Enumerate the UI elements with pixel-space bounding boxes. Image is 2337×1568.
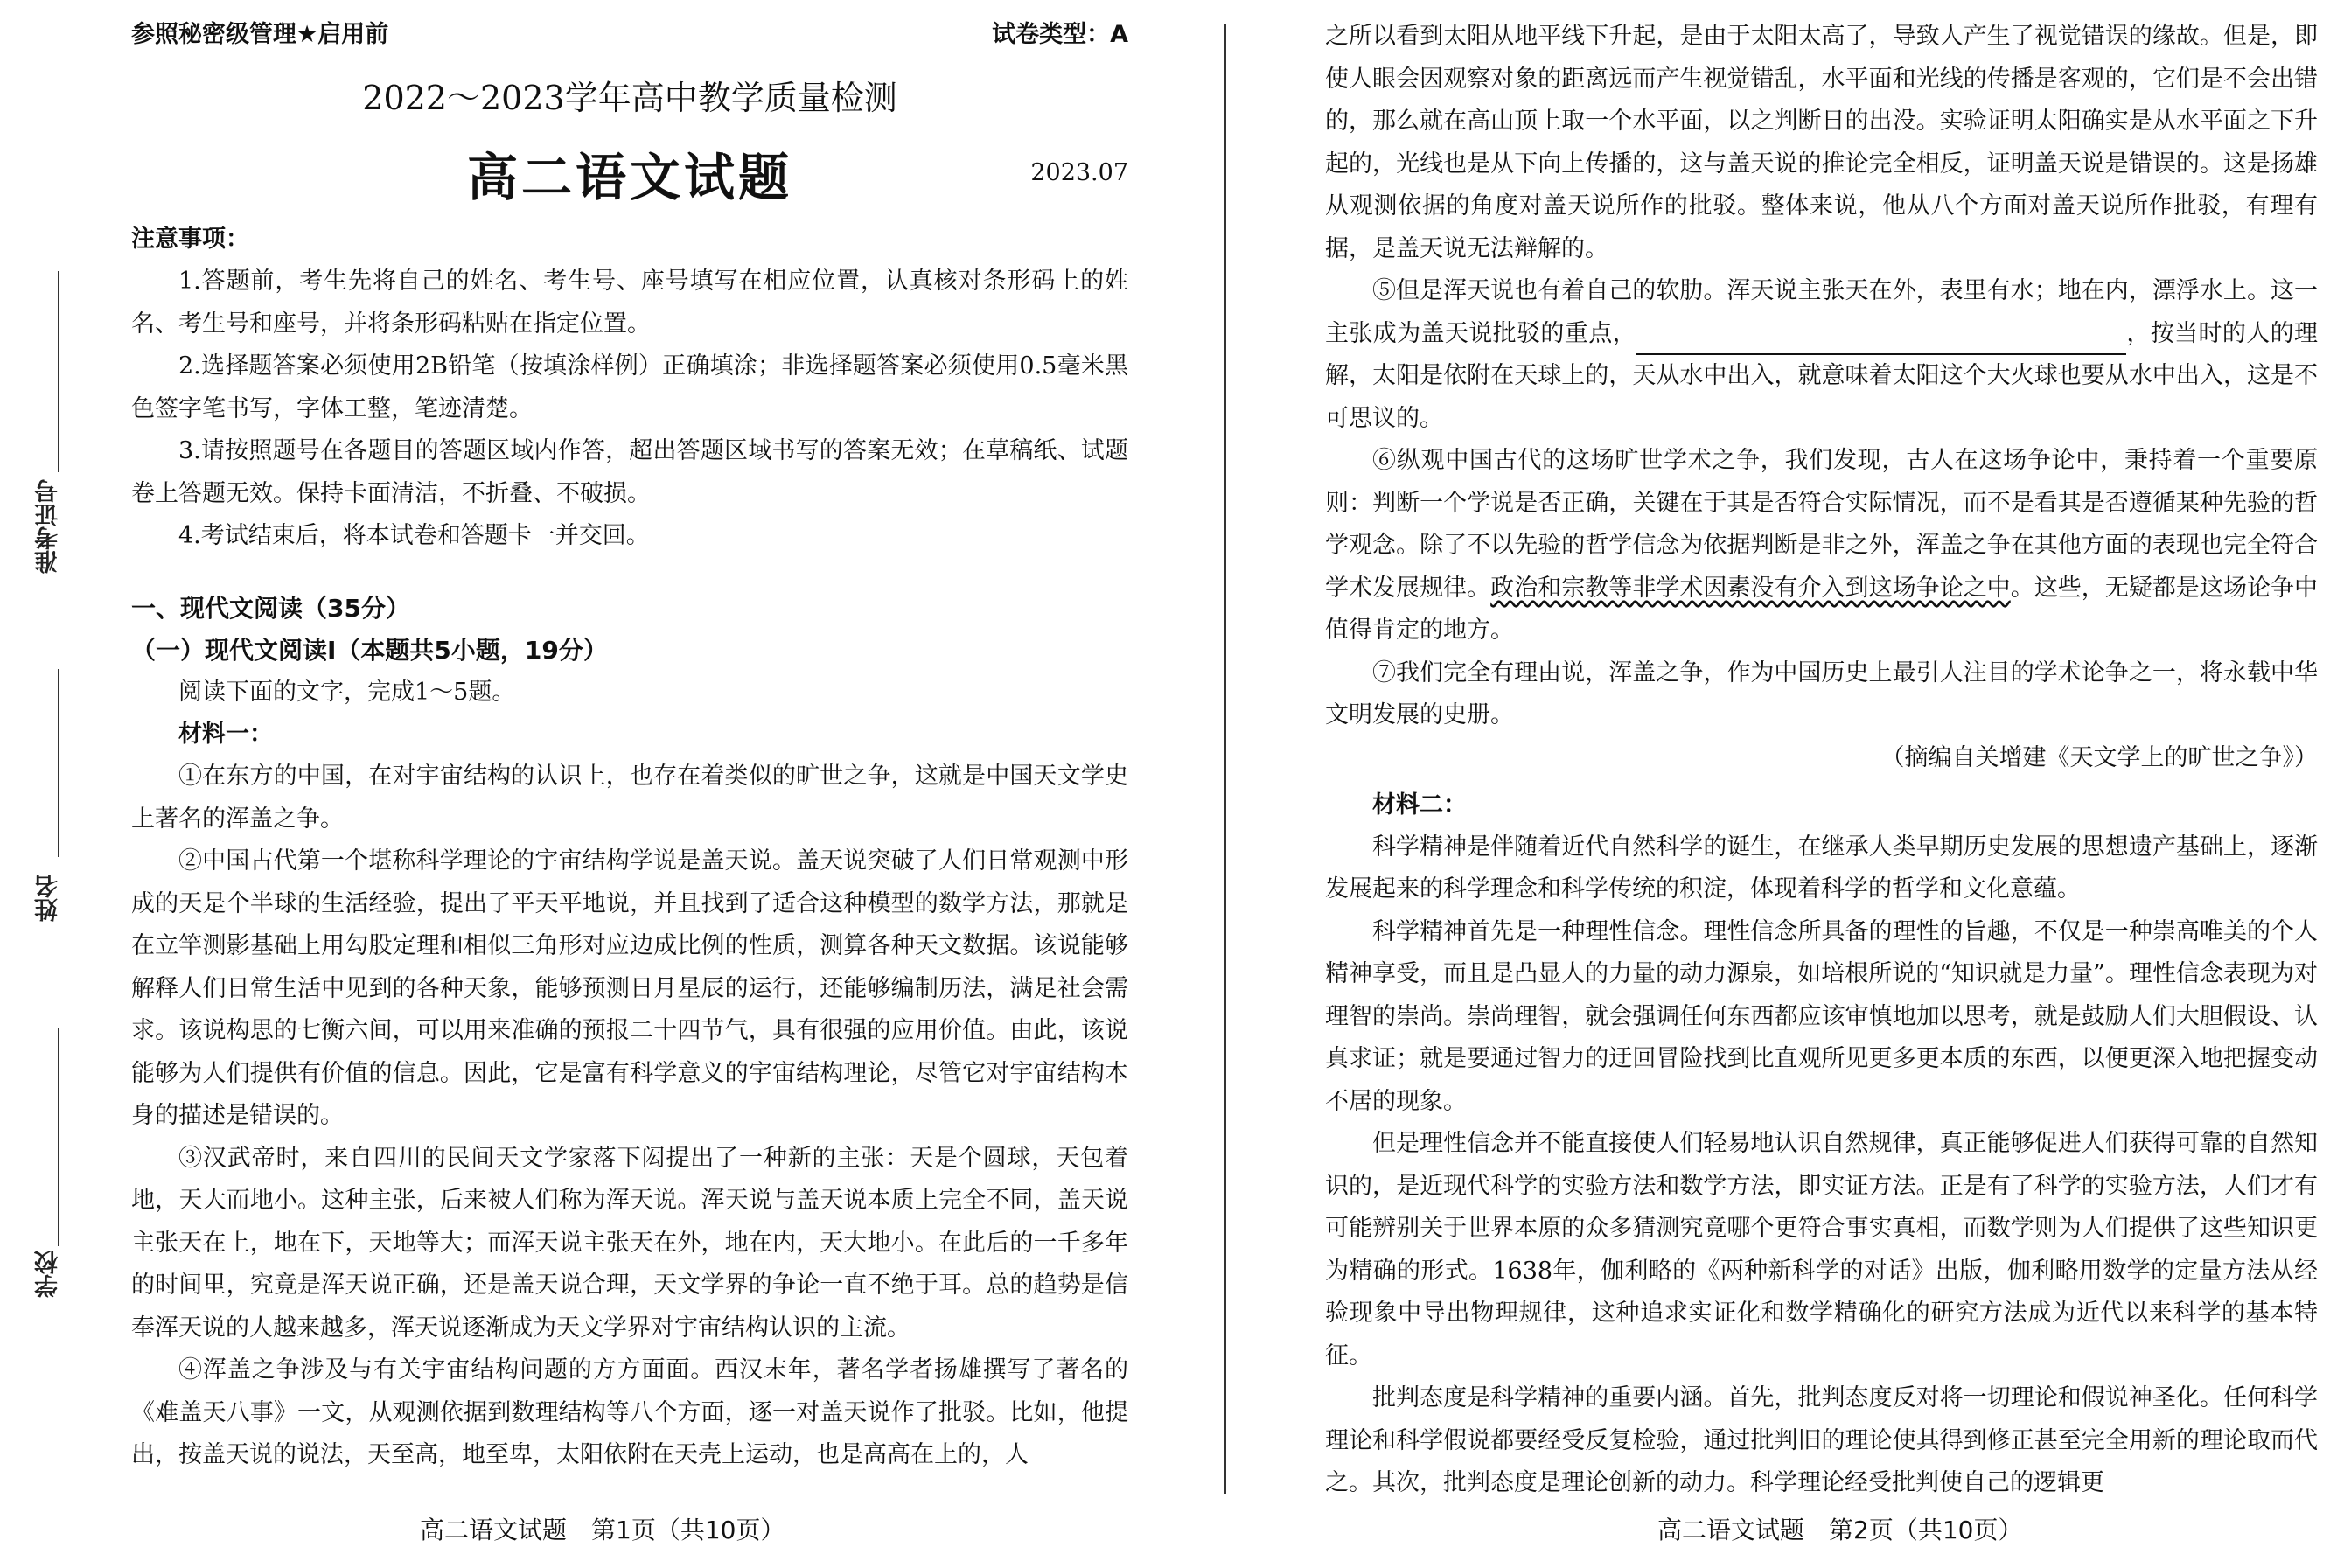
page-title: 高二语文试题 xyxy=(466,148,792,207)
paragraph-5-start: ⑤但是浑天说也有着自己的软肋。浑天说主张天在外，表里有水；地在内，漂浮水上。这一主张成为盖天说批驳的重点， xyxy=(1325,277,2318,347)
paragraph: ③汉武帝时，来自四川的民间天文学家落下闳提出了一种新的主张：天是个圆球，天包着地，天大而地小。这种主张，后来被人们称为浑天说。浑天说与盖天说本质上完全不同，盖天说主张天在上，地在下，天地等大；而浑天说主张天在外，地在内，天大地小。在此后的一千多年的时间里，究竟是浑天说正确，还是盖天说合理，天文学界的争论一直不绝于耳。总的趋势是信奉浑天说的人越来越多，浑天说逐渐成为天文学界对宇宙结构认识的主流。 xyxy=(131,1144,1128,1342)
page-2 xyxy=(1325,16,2318,1505)
material-2-label: 材料二： xyxy=(1372,791,1467,819)
note-item: 1.答题前，考生先将自己的姓名、考生号、座号填写在相应位置，认真核对条形码上的姓名、考生号和座号，并将条形码粘贴在指定位置。 xyxy=(131,268,1128,338)
page-divider xyxy=(1224,24,1226,1494)
paragraph: 批判态度是科学精神的重要内涵。首先，批判态度反对将一切理论和假说神圣化。任何科学理论和科学假说都要经受反复检验，通过批判旧的理论使其得到修正甚至完全用新的理论取而代之。其次，批判态度是理论创新的动力。科学理论经受批判使自己的逻辑更 xyxy=(1325,1384,2318,1496)
note-item: 3.请按照题号在各题目的答题区域内作答，超出答题区域书写的答案无效；在草稿纸、试题卷上答题无效。保持卡面清洁，不折叠、不破损。 xyxy=(131,437,1128,507)
material-1-label: 材料一： xyxy=(178,721,273,748)
paragraph: 科学精神是伴随着近代自然科学的诞生，在继承人类早期历史发展的思想遗产基础上，逐渐发展起来的科学理念和科学传统的积淀，体现着科学的哲学和文化意蕴。 xyxy=(1325,833,2318,902)
note-item: 4.考试结束后，将本试卷和答题卡一并交回。 xyxy=(178,522,650,549)
exam-date: 2023.07 xyxy=(1030,159,1128,186)
paragraph: ④浑盖之争涉及与有关宇宙结构问题的方方面面。西汉末年，著名学者扬雄撰写了著名的《难盖天八事》一文，从观测依据到数理结构等八个方面，逐一对盖天说作了批驳。比如，他提出，按盖天说的说法，天至高，地至卑，太阳依附在天壳上运动，也是高高在上的，人 xyxy=(131,1356,1128,1468)
paragraph-continued: 之所以看到太阳从地平线下升起，是由于太阳太高了，导致人产生了视觉错误的缘故。但是，即使人眼会因观察对象的距离远而产生视觉错乱，水平面和光线的传播是客观的，它们是不会出错的，那么就在高山顶上取一个水平面，以之判断日的出没。实验证明太阳确实是从水平面之下升起的，光线也是从下向上传播的，这与盖天说的推论完全相反，证明盖天说是错误的。这是扬雄从观测依据的角度对盖天说所作的批驳。整体来说，他从八个方面对盖天说所作批驳，有理有据，是盖天说无法辩解的。 xyxy=(1325,23,2318,262)
note-item: 2.选择题答案必须使用2B铅笔（按填涂样例）正确填涂；非选择题答案必须使用0.5毫米黑色签字笔书写，字体工整，笔迹清楚。 xyxy=(131,352,1128,422)
sidebar-line xyxy=(58,271,59,472)
paragraph: 但是理性信念并不能直接使人们轻易地认识自然规律，真正能够促进人们获得可靠的自然知识的，是近现代科学的实验方法和数学方法，即实证方法。正是有了科学的实验方法，人们才有可能辨别关于世界本原的众多猜测究竟哪个更符合事实真相，而数学则为人们提供了这些知识更为精确的形式。1638年，伽利略的《两种新科学的对话》出版，伽利略用数学的定量方法从经验现象中导出物理规律，这种追求实证化和数学精确化的研究方法成为近代以来科学的基本特征。 xyxy=(1325,1130,2318,1369)
school-label: 学校 xyxy=(35,1251,62,1298)
confidential-mark: 参照秘密级管理★启用前 xyxy=(131,21,389,48)
source-citation: （摘编自关增建《天文学上的旷世之争》） xyxy=(1880,743,2318,771)
binding-sidebar xyxy=(0,0,96,1568)
sidebar-line xyxy=(58,1028,59,1246)
exam-id-label: 准考证号 xyxy=(35,479,62,574)
page-1-header xyxy=(131,16,1128,54)
wavy-underlined-sentence: 政治和宗教等非学术因素没有介入到这场争论之中 xyxy=(1490,574,2011,602)
exam-subtitle: 2022～2023学年高中教学质量检测 xyxy=(362,79,897,117)
paragraph: ②中国古代第一个堪称科学理论的宇宙结构学说是盖天说。盖天说突破了人们日常观测中形成的天是个半球的生活经验，提出了平天平地说，并且找到了适合这种模型的数学方法，那就是在立竿测影基础上用勾股定理和相似三角形对应边成比例的性质，测算各种天文数据。该说能够解释人们日常生活中见到的各种天象，能够预测日月星辰的运行，还能够编制历法，满足社会需求。该说构思的七衡六间，可以用来准确的预报二十四节气，具有很强的应用价值。由此，该说能够为人们提供有价值的信息。因此，它是富有科学意义的宇宙结构理论，尽管它对宇宙结构本身的描述是错误的。 xyxy=(131,847,1128,1129)
name-label: 姓名 xyxy=(35,875,62,922)
sidebar-line xyxy=(58,669,59,857)
subsection-heading: （一）现代文阅读Ⅰ（本题共5小题，19分） xyxy=(131,635,608,665)
paragraph-6 xyxy=(1325,440,2318,652)
notes-heading: 注意事项： xyxy=(131,226,249,253)
paragraph-6-start: ⑥纵观中国古代的这场旷世学术之争，我们发现，古人在这场争论中，秉持着一个重要原则：判断一个学说是否正确，关键在于其是否符合实际情况，而不是看其是否遵循某种先验的哲学观念。除了不以先验的哲学信念为依据判断是非之外，浑盖之争在其他方面的表现也完全符合学术发展规律。 xyxy=(1325,447,2318,602)
page-1-footer: 高二语文试题 第1页（共10页） xyxy=(420,1516,785,1544)
paragraph-5-end: ，按当时的人的理解，太阳是依附在天球上的，天从水中出入，就意味着太阳这个大火球也要从水中出入，这是不可思议的。 xyxy=(1325,319,2319,432)
paragraph-5 xyxy=(1325,270,2318,440)
title-row xyxy=(131,122,1128,219)
fill-in-blank[interactable] xyxy=(1636,329,2126,355)
paragraph: 科学精神首先是一种理性信念。理性信念所具备的理性的旨趣，不仅是一种崇高唯美的个人精神享受，而且是凸显人的力量的动力源泉，如培根所说的“知识就是力量”。理性信念表现为对理智的崇尚。崇尚理智，就会强调任何东西都应该审慎地加以思考，就是鼓励人们大胆假设、认真求证；就是要通过智力的迂回冒险找到比直观所见更多更本质的东西，以便更深入地把握变动不居的现象。 xyxy=(1325,917,2318,1115)
page-1 xyxy=(131,16,1128,1477)
instruction: 阅读下面的文字，完成1～5题。 xyxy=(178,678,516,706)
paragraph: ①在东方的中国，在对宇宙结构的认识上，也存在着类似的旷世之争，这就是中国天文学史上著名的浑盖之争。 xyxy=(131,763,1128,833)
paragraph-7: ⑦我们完全有理由说，浑盖之争，作为中国历史上最引人注目的学术论争之一，将永载中华文明发展的史册。 xyxy=(1325,659,2318,728)
exam-type: 试卷类型：A xyxy=(992,21,1128,48)
paragraph-6-end: 。这些，无疑都是这场论争中值得肯定的地方。 xyxy=(1325,574,2319,644)
section-heading: 一、现代文阅读（35分） xyxy=(131,593,410,623)
page-2-footer: 高二语文试题 第2页（共10页） xyxy=(1657,1516,2023,1544)
